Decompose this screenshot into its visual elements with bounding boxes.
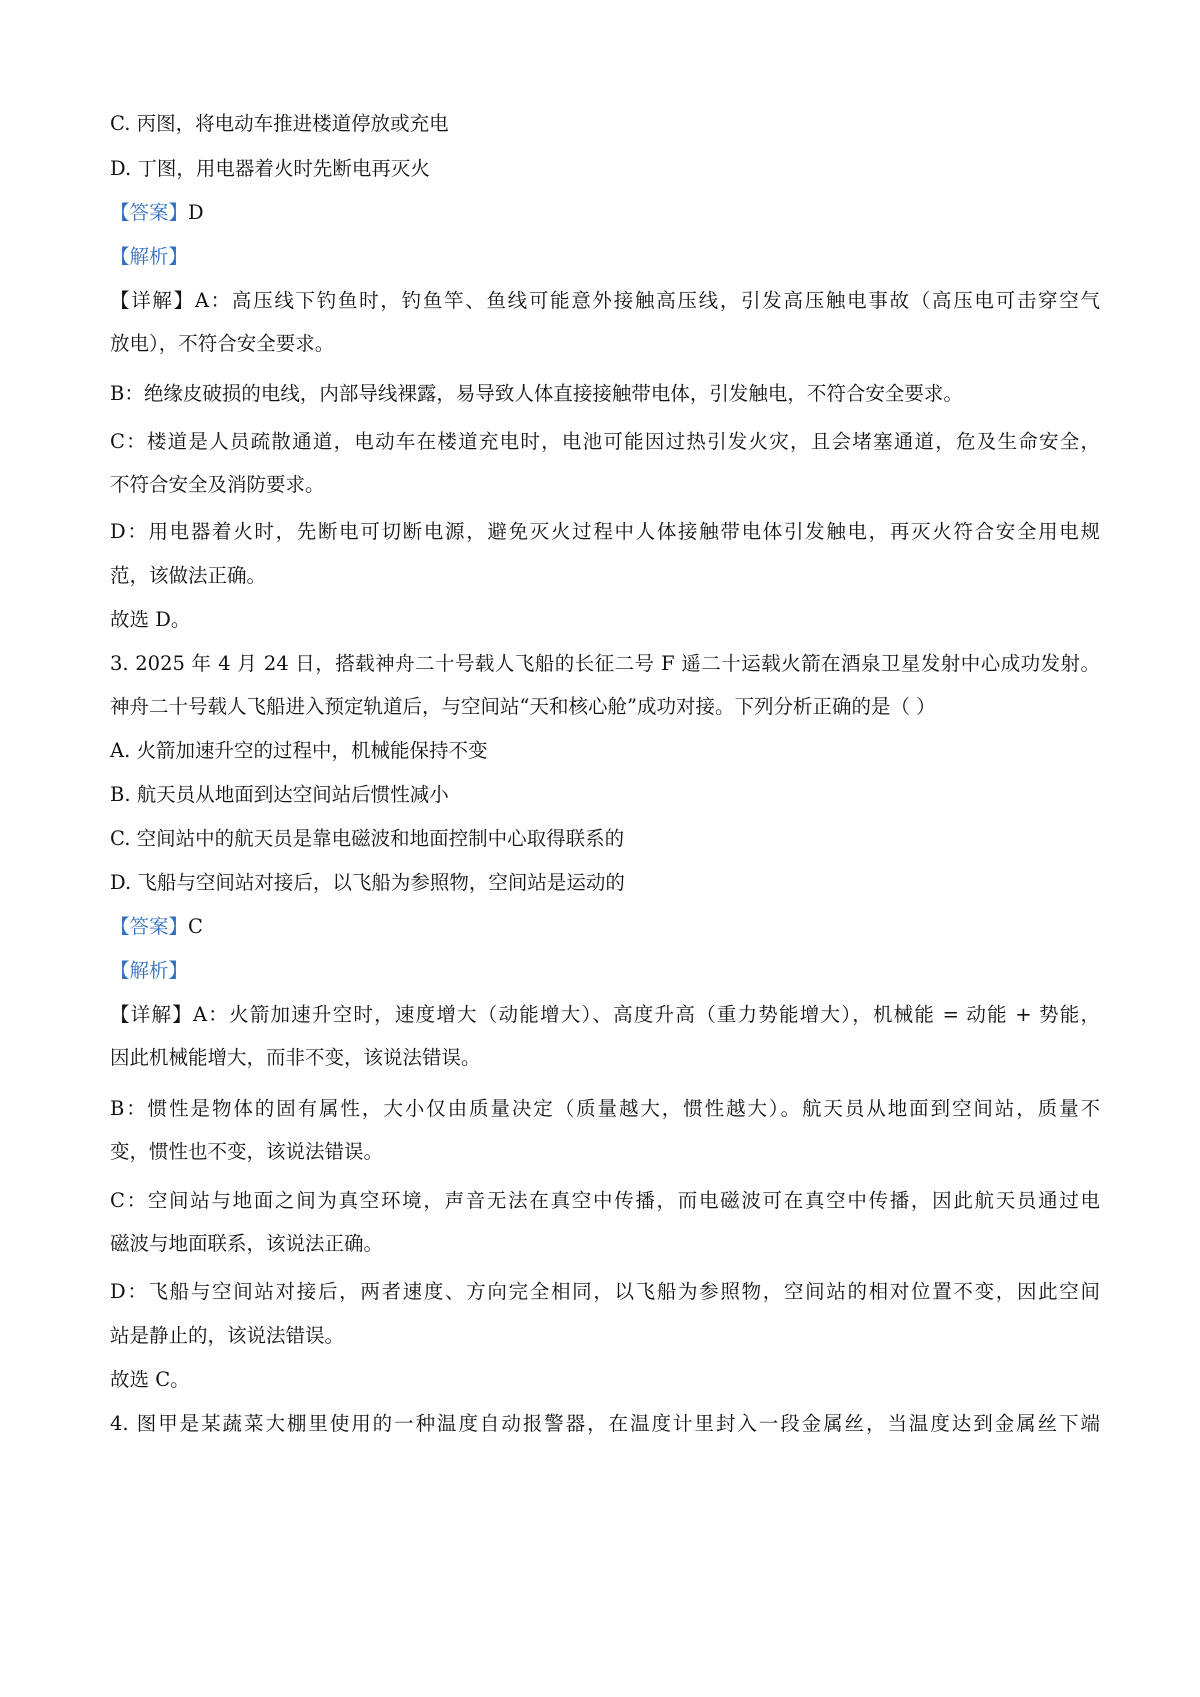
detail-tag: 【详解】	[110, 289, 195, 312]
q2-option-d: D. 丁图，用电器着火时先断电再灭火	[110, 157, 430, 180]
q3-conclusion: 故选 C。	[110, 1368, 190, 1391]
q3-detail-c-line1: C：空间站与地面之间为真空环境，声音无法在真空中传播，而电磁波可在真空中传播，因此航天员通过电	[110, 1189, 1100, 1212]
q2-option-c: C. 丙图，将电动车推进楼道停放或充电	[110, 112, 449, 135]
q3-detail-b-line1: B：惯性是物体的固有属性，大小仅由质量决定（质量越大，惯性越大）。航天员从地面到空间站，质量不	[110, 1097, 1100, 1120]
detail-a-text: A：高压线下钓鱼时，钓鱼竿、鱼线可能意外接触高压线，引发高压触电事故（高压电可击穿空气	[194, 289, 1100, 312]
q3-analysis-tag: 【解析】	[110, 959, 189, 982]
q3-option-b: B. 航天员从地面到达空间站后惯性减小	[110, 783, 449, 806]
q2-detail-c-line2: 不符合安全及消防要求。	[110, 473, 325, 496]
q3-detail-c-line2: 磁波与地面联系，该说法正确。	[110, 1232, 384, 1255]
q3-detail-a-line1	[110, 1003, 1100, 1027]
q2-detail-d-line2: 范，该做法正确。	[110, 564, 267, 587]
q3-option-a: A. 火箭加速升空的过程中，机械能保持不变	[110, 739, 488, 762]
q3-option-c: C. 空间站中的航天员是靠电磁波和地面控制中心取得联系的	[110, 827, 625, 850]
q4-stem-line1: 4. 图甲是某蔬菜大棚里使用的一种温度自动报警器，在温度计里封入一段金属丝，当温度达到金属丝下端	[110, 1412, 1100, 1435]
q2-analysis-tag: 【解析】	[110, 245, 189, 268]
q2-detail-b-line1: B：绝缘皮破损的电线，内部导线裸露，易导致人体直接接触带电体，引发触电，不符合安全要求。	[110, 382, 963, 405]
q2-detail-a-line1	[110, 289, 1100, 313]
q2-detail-a-line2: 放电），不符合安全要求。	[110, 332, 335, 355]
answer-value: D	[188, 201, 204, 224]
q3-detail-d-line2: 站是静止的，该说法错误。	[110, 1324, 345, 1347]
answer-value: C	[188, 915, 203, 938]
detail-a-text: A：火箭加速升空时，速度增大（动能增大）、高度升高（重力势能增大），机械能 = 动能 + 势能，	[192, 1003, 1100, 1026]
answer-tag: 【答案】	[110, 201, 189, 224]
q2-conclusion: 故选 D。	[110, 608, 191, 631]
q2-answer	[110, 201, 1100, 225]
q3-detail-d-line1: D：飞船与空间站对接后，两者速度、方向完全相同，以飞船为参照物，空间站的相对位置不变，因此空间	[110, 1280, 1100, 1303]
q3-stem-line2: 神舟二十号载人飞船进入预定轨道后，与空间站“天和核心舱”成功对接。下列分析正确的是（ ）	[110, 695, 936, 718]
q3-answer	[110, 915, 1100, 939]
q3-detail-b-line2: 变，惯性也不变，该说法错误。	[110, 1140, 384, 1163]
detail-tag: 【详解】	[110, 1003, 193, 1026]
q3-option-d: D. 飞船与空间站对接后，以飞船为参照物，空间站是运动的	[110, 871, 625, 894]
answer-tag: 【答案】	[110, 915, 189, 938]
q2-detail-c-line1: C：楼道是人员疏散通道，电动车在楼道充电时，电池可能因过热引发火灾，且会堵塞通道，危及生命安全，	[110, 430, 1100, 453]
q3-detail-a-line2: 因此机械能增大，而非不变，该说法错误。	[110, 1046, 481, 1069]
q2-detail-d-line1: D：用电器着火时，先断电可切断电源，避免灭火过程中人体接触带电体引发触电，再灭火符合安全用电规	[110, 520, 1100, 543]
q3-stem-line1: 3. 2025 年 4 月 24 日，搭载神舟二十号载人飞船的长征二号 F 遥二十运载火箭在酒泉卫星发射中心成功发射。	[110, 652, 1100, 675]
